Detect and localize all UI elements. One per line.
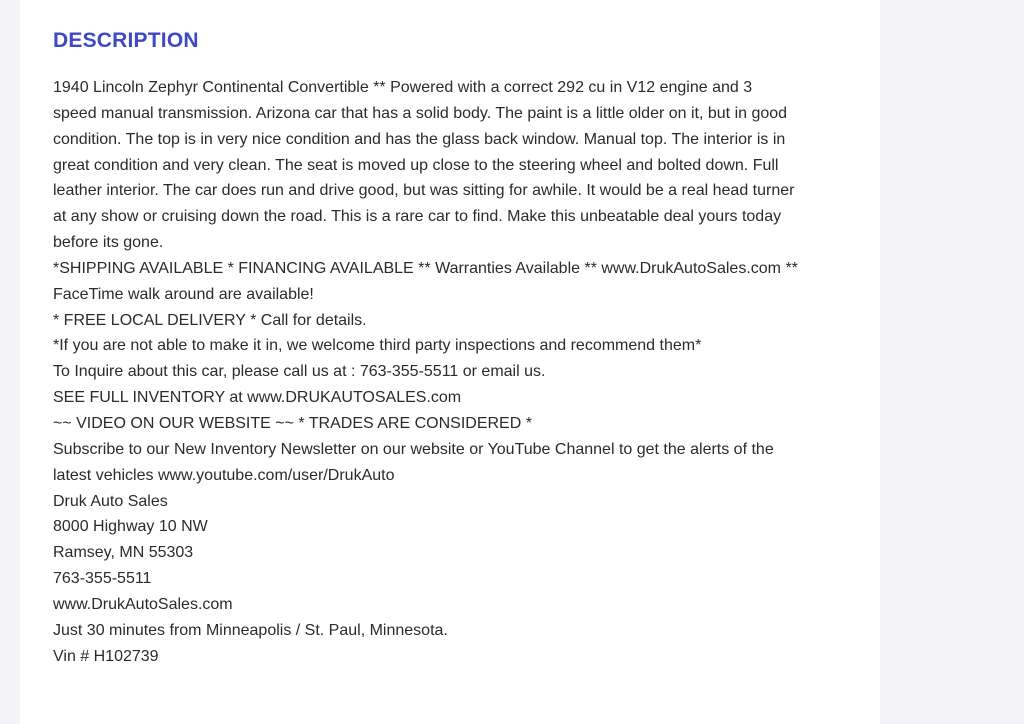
description-line: speed manual transmission. Arizona car that has a solid body. The paint is a little older on it, but in good	[53, 104, 788, 122]
vin-number: Vin # H102739	[53, 647, 159, 665]
shipping-line: *SHIPPING AVAILABLE * FINANCING AVAILABLE ** Warranties Available ** www.DrukAutoSales.com **	[53, 259, 798, 277]
delivery-line: * FREE LOCAL DELIVERY * Call for details.	[53, 311, 367, 329]
description-heading: DESCRIPTION	[53, 29, 199, 52]
description-body	[53, 75, 853, 669]
description-line: at any show or cruising down the road. This is a rare car to find. Make this unbeatable deal yours today	[53, 208, 782, 226]
description-line: leather interior. The car does run and drive good, but was sitting for awhile. It would be a real head turner	[53, 182, 795, 200]
newsletter-line: Subscribe to our New Inventory Newsletter on our website or YouTube Channel to get the alerts of the	[53, 440, 774, 458]
description-line: great condition and very clean. The seat is moved up close to the steering wheel and bolted down. Full	[53, 156, 779, 174]
newsletter-line: latest vehicles www.youtube.com/user/DrukAuto	[53, 466, 395, 484]
facetime-line: FaceTime walk around are available!	[53, 285, 314, 303]
dealer-location-note: Just 30 minutes from Minneapolis / St. Paul, Minnesota.	[53, 621, 448, 639]
dealer-street: 8000 Highway 10 NW	[53, 518, 208, 536]
inspection-line: *If you are not able to make it in, we welcome third party inspections and recommend them*	[53, 337, 702, 355]
description-line: 1940 Lincoln Zephyr Continental Convertible ** Powered with a correct 292 cu in V12 engine and 3	[53, 79, 753, 96]
inventory-line: SEE FULL INVENTORY at www.DRUKAUTOSALES.com	[53, 389, 462, 407]
description-line: condition. The top is in very nice condition and has the glass back window. Manual top. The interior is in	[53, 130, 786, 148]
dealer-website: www.DrukAutoSales.com	[53, 595, 233, 613]
description-card	[20, 0, 880, 724]
dealer-city: Ramsey, MN 55303	[53, 544, 194, 562]
description-line: before its gone.	[53, 234, 164, 252]
dealer-phone: 763-355-5511	[53, 570, 152, 588]
inquire-line: To Inquire about this car, please call us at : 763-355-5511 or email us.	[53, 363, 546, 381]
dealer-name: Druk Auto Sales	[53, 492, 168, 510]
video-trades-line: ~~ VIDEO ON OUR WEBSITE ~~ * TRADES ARE CONSIDERED *	[53, 414, 532, 432]
